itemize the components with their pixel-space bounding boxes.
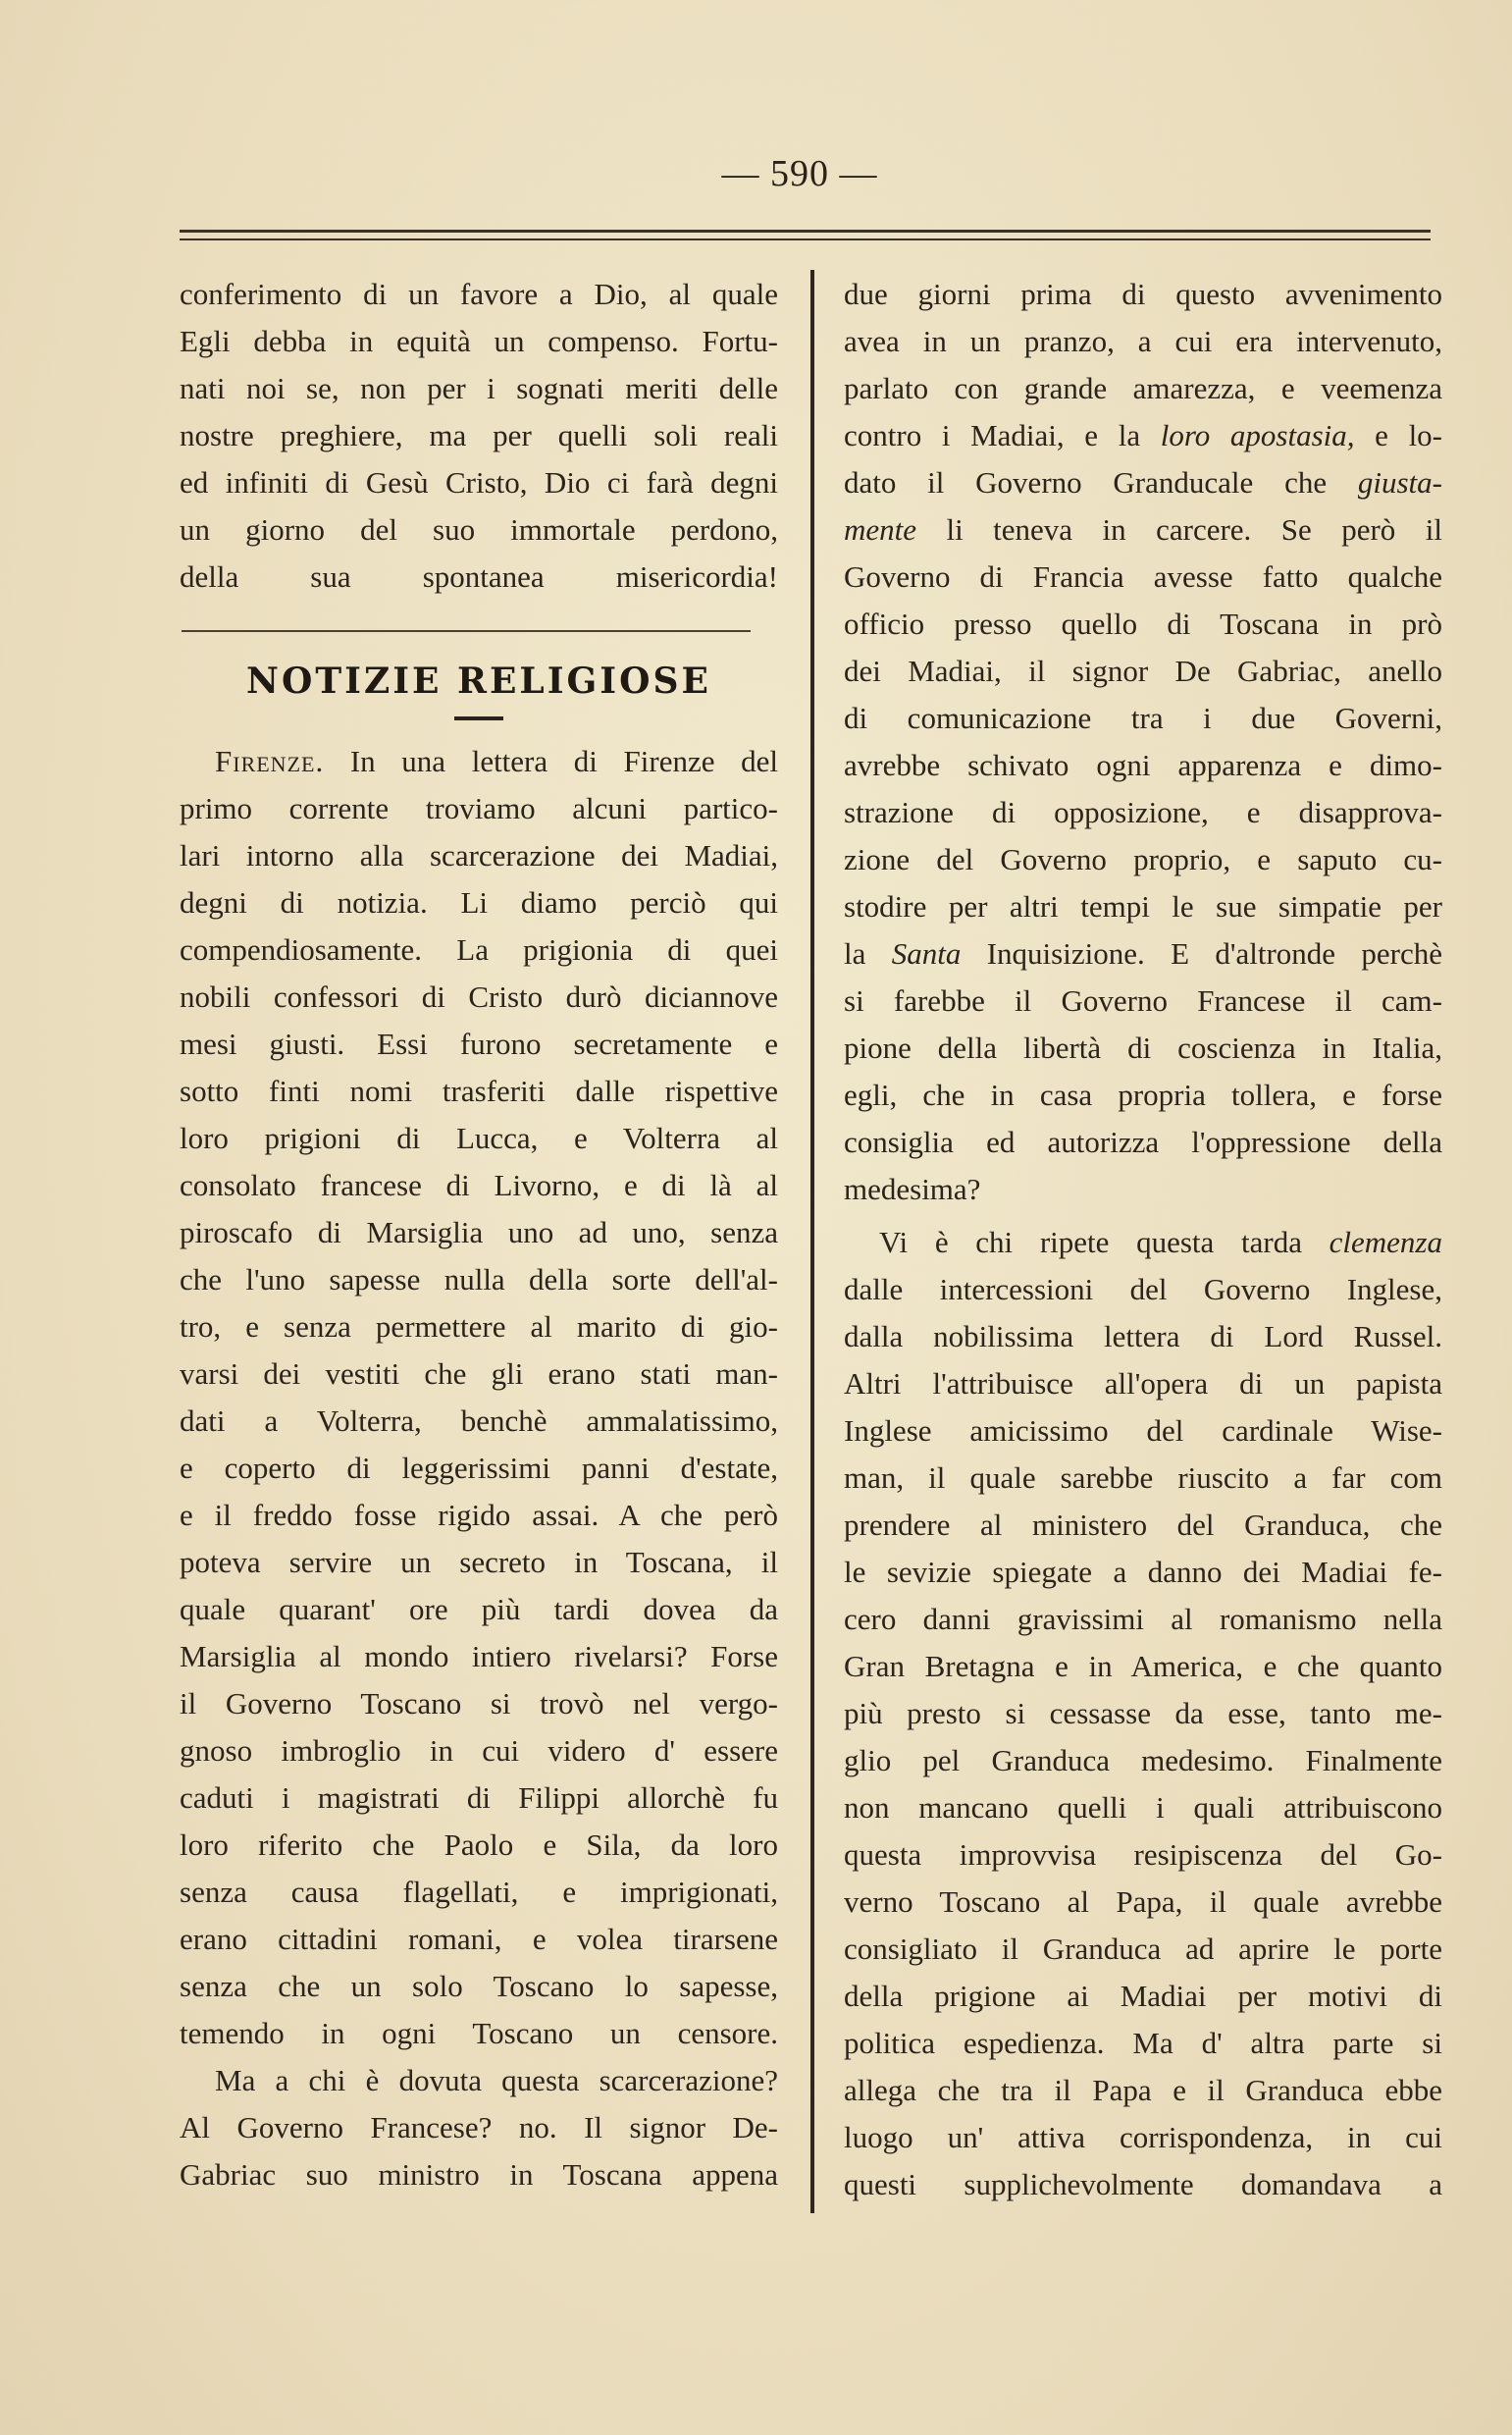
text-span: Inquisizione. E d'altronde perchè: [961, 936, 1442, 971]
text-line: [844, 506, 1442, 554]
text-line: Inglese amicissimo del cardinale Wise-: [844, 1413, 1442, 1448]
text-span: la: [844, 936, 892, 971]
text-line: Egli debba in equità un compenso. Fortu-: [180, 324, 778, 358]
text-line: [844, 930, 1442, 978]
text-line: questi supplichevolmente domandava a: [844, 2167, 1442, 2201]
text-line: consolato francese di Livorno, e di là al: [180, 1168, 778, 1202]
section-heading: NOTIZIE RELIGIOSE: [246, 661, 711, 702]
text-line: compendiosamente. La prigionia di quei: [180, 932, 778, 967]
text-line: due giorni prima di questo avvenimento: [844, 277, 1442, 311]
heading-dash: [454, 716, 503, 720]
text-span: Vi è chi ripete questa tarda: [879, 1225, 1330, 1259]
text-line: avea in un pranzo, a cui era intervenuto,: [844, 324, 1442, 358]
text-line: nostre preghiere, ma per quelli soli reali: [180, 418, 778, 452]
italic-span: giusta-: [1357, 465, 1442, 500]
text-line: Altri l'attribuisce all'opera di un papista: [844, 1366, 1442, 1401]
text-line: conferimento di un favore a Dio, al quale: [180, 277, 778, 311]
text-line: che l'uno sapesse nulla della sorte dell'al-: [180, 1262, 778, 1297]
text-line: non mancano quelli i quali attribuiscono: [844, 1790, 1442, 1825]
italic-span: mente: [844, 512, 917, 547]
paragraph-scarcerazione: [180, 2057, 778, 2198]
text-line: poteva servire un secreto in Toscana, il: [180, 1545, 778, 1579]
text-line: più presto si cessasse da esse, tanto me-: [844, 1696, 1442, 1730]
text-line: [844, 412, 1442, 459]
text-line: ed infiniti di Gesù Cristo, Dio ci farà degni: [180, 465, 778, 500]
italic-span: loro apostasia,: [1160, 418, 1355, 452]
text-line: dei Madiai, il signor De Gabriac, anello: [844, 654, 1442, 688]
text-line: nobili confessori di Cristo durò diciannove: [180, 979, 778, 1014]
text-line: varsi dei vestiti che gli erano stati man-: [180, 1356, 778, 1391]
text-line: politica espedienza. Ma d' altra parte si: [844, 2026, 1442, 2060]
paragraph-firenze: [180, 785, 778, 2057]
text-line: pione della libertà di coscienza in Italia,: [844, 1031, 1442, 1065]
text-span: e lo-: [1354, 418, 1442, 452]
right-lines-b: [844, 554, 1442, 930]
text-span: dato il Governo Granducale che: [844, 465, 1358, 500]
paragraph-first-line: [180, 738, 778, 785]
text-line: temendo in ogni Toscano un censore.: [180, 2016, 778, 2050]
text-line: [844, 459, 1442, 506]
text-line: officio presso quello di Toscana in prò: [844, 607, 1442, 641]
text-line: quale quarant' ore più tardi dovea da: [180, 1592, 778, 1626]
text-line: avrebbe schivato ogni apparenza e dimo-: [844, 748, 1442, 782]
section-rule: [182, 630, 751, 632]
text-line: della prigione ai Madiai per motivi di: [844, 1979, 1442, 2013]
text-line: sotto finti nomi trasferiti dalle rispettive: [180, 1074, 778, 1108]
text-line: degni di notizia. Li diamo perciò qui: [180, 885, 778, 920]
text-line: Al Governo Francese? no. Il signor De-: [180, 2110, 778, 2144]
text-line: consiglia ed autorizza l'oppressione della: [844, 1125, 1442, 1159]
text-span: li teneva in carcere. Se però il: [916, 512, 1442, 547]
text-line: dati a Volterra, benchè ammalatissimo,: [180, 1403, 778, 1438]
text-line: Gabriac suo ministro in Toscana appena: [180, 2157, 778, 2192]
text-line: mesi giusti. Essi furono secretamente e: [180, 1027, 778, 1061]
text-line: questa improvvisa resipiscenza del Go-: [844, 1837, 1442, 1872]
text-span: contro i Madiai, e la: [844, 418, 1161, 452]
text-line: cero danni gravissimi al romanismo nella: [844, 1602, 1442, 1636]
right-column: [844, 271, 1442, 2208]
text-line: dalla nobilissima lettera di Lord Russel.: [844, 1319, 1442, 1353]
right-lines-c: [844, 978, 1442, 1213]
paragraph-closing: [180, 271, 778, 601]
text-line: senza che un solo Toscano lo sapesse,: [180, 1969, 778, 2003]
text-line: il Governo Toscano si trovò nel vergo-: [180, 1686, 778, 1720]
text-line: loro riferito che Paolo e Sila, da loro: [180, 1827, 778, 1862]
text-line: allega che tra il Papa e il Granduca ebbe: [844, 2073, 1442, 2107]
text-line: senza causa flagellati, e imprigionati,: [180, 1875, 778, 1909]
paragraph-first-text: In una lettera di Firenze del: [349, 744, 778, 778]
text-line: e coperto di leggerissimi panni d'estate,: [180, 1451, 778, 1485]
text-line: caduti i magistrati di Filippi allorchè fu: [180, 1780, 778, 1815]
text-line: luogo un' attiva corrispondenza, in cui: [844, 2120, 1442, 2154]
right-lines-d: [844, 1266, 1442, 2208]
left-column: [180, 271, 778, 2198]
text-line: tro, e senza permettere al marito di gio-: [180, 1309, 778, 1344]
column-divider: [810, 270, 814, 2213]
text-line: le sevizie spiegate a danno dei Madiai fe-: [844, 1555, 1442, 1589]
page-number: — 590 —: [721, 153, 878, 194]
text-line: medesima?: [844, 1172, 981, 1206]
text-line: Gran Bretagna e in America, e che quanto: [844, 1649, 1442, 1683]
text-line: un giorno del suo immortale perdono,: [180, 512, 778, 547]
text-line: di comunicazione tra i due Governi,: [844, 701, 1442, 735]
text-line: loro prigioni di Lucca, e Volterra al: [180, 1121, 778, 1155]
text-line: dalle intercessioni del Governo Inglese,: [844, 1272, 1442, 1306]
text-line: piroscafo di Marsiglia uno ad uno, senza: [180, 1215, 778, 1249]
text-line: lari intorno alla scarcerazione dei Madiai,: [180, 838, 778, 873]
italic-span: clemenza: [1329, 1225, 1442, 1259]
text-line: si farebbe il Governo Francese il cam-: [844, 983, 1442, 1018]
text-line: parlato con grande amarezza, e veemenza: [844, 371, 1442, 405]
text-line: egli, che in casa propria tollera, e forse: [844, 1078, 1442, 1112]
text-line: e il freddo fosse rigido assai. A che però: [180, 1498, 778, 1532]
text-line: man, il quale sarebbe riuscito a far com: [844, 1460, 1442, 1495]
header-rule: [180, 230, 1431, 240]
text-line: Ma a chi è dovuta questa scarcerazione?: [215, 2063, 778, 2097]
text-line: verno Toscano al Papa, il quale avrebbe: [844, 1884, 1442, 1919]
text-line: della sua spontanea misericordia!: [180, 559, 778, 594]
text-line: glio pel Granduca medesimo. Finalmente: [844, 1743, 1442, 1777]
text-line: stodire per altri tempi le sue simpatie per: [844, 889, 1442, 924]
text-line: zione del Governo proprio, e saputo cu-: [844, 842, 1442, 876]
right-lines-a: [844, 271, 1442, 412]
text-line: nati noi se, non per i sognati meriti delle: [180, 371, 778, 405]
text-line: Marsiglia al mondo intiero rivelarsi? Forse: [180, 1639, 778, 1673]
italic-span: Santa: [891, 936, 962, 971]
place-name: Firenze.: [215, 744, 325, 778]
text-line: strazione di opposizione, e disapprova-: [844, 795, 1442, 829]
text-line: gnoso imbroglio in cui videro d' essere: [180, 1733, 778, 1768]
text-line: consigliato il Granduca ad aprire le porte: [844, 1932, 1442, 1966]
text-line: [844, 1219, 1442, 1266]
text-line: prendere al ministero del Granduca, che: [844, 1508, 1442, 1542]
text-line: Governo di Francia avesse fatto qualche: [844, 559, 1442, 594]
text-line: erano cittadini romani, e volea tirarsene: [180, 1922, 778, 1956]
text-line: primo corrente troviamo alcuni partico-: [180, 791, 778, 825]
